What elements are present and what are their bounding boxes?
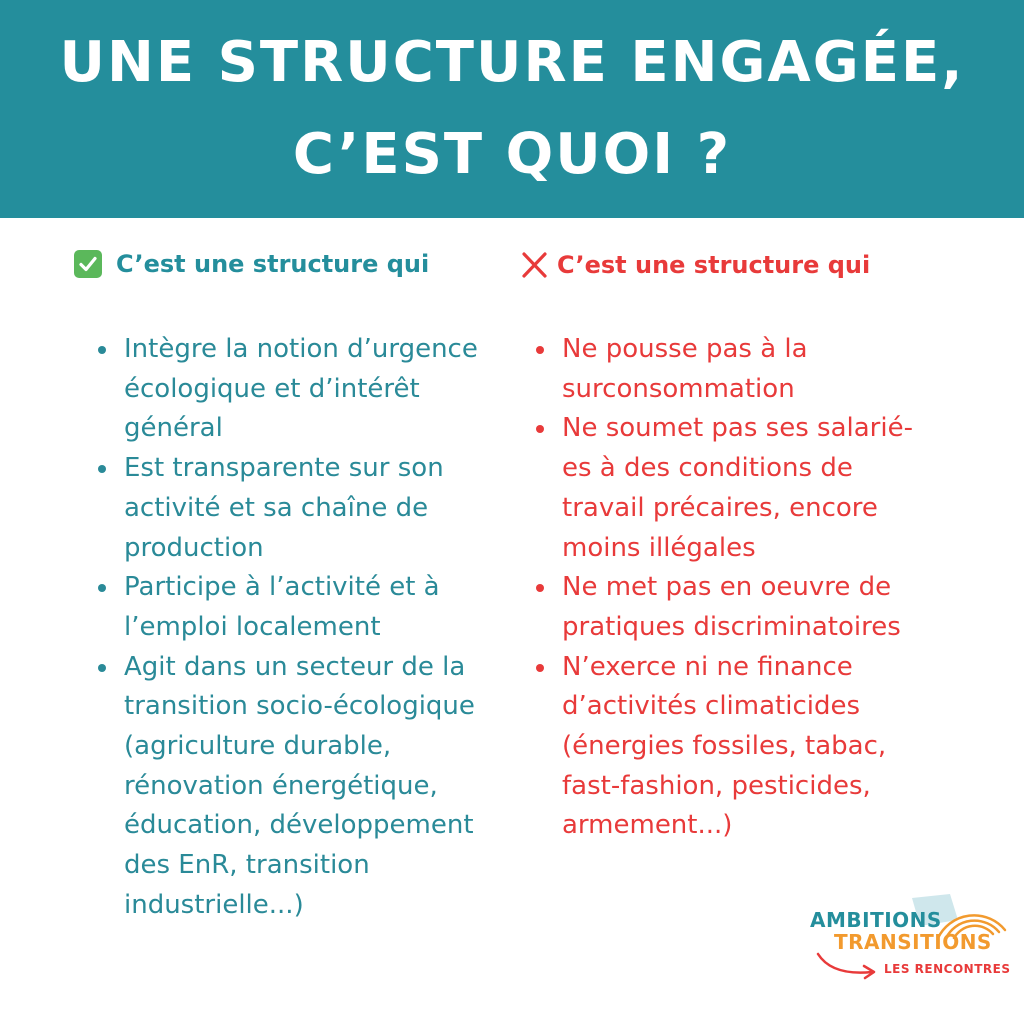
list-item [96, 330, 488, 449]
list-item [534, 409, 934, 568]
list-item [534, 648, 934, 847]
list-item [96, 648, 488, 926]
list-item-text: Ne met pas en oeuvre de pratiques discriminatoires [562, 572, 901, 642]
bullet-icon [536, 425, 544, 433]
cross-mark-icon [519, 250, 549, 280]
bullet-icon [98, 584, 106, 592]
negative-column-heading [519, 250, 870, 280]
bullet-icon [536, 664, 544, 672]
positive-heading-text: C’est une structure qui [116, 250, 430, 278]
list-item-text: Participe à l’activité et à l’emploi localement [124, 572, 440, 642]
positive-criteria-list [96, 330, 488, 926]
logo-text-rencontres: LES RENCONTRES [884, 962, 1011, 976]
logo-text-transitions: TRANSITIONS [834, 930, 992, 954]
list-item [96, 568, 488, 647]
page-title-line-2: C’EST QUOI ? [292, 122, 732, 187]
bullet-icon [98, 664, 106, 672]
bullet-icon [98, 346, 106, 354]
page-title-line-1: UNE STRUCTURE ENGAGÉE, [59, 30, 965, 95]
negative-criteria-list [534, 330, 934, 846]
list-item-text: Ne soumet pas ses salarié-es à des conditions de travail précaires, encore moins illégales [562, 413, 913, 563]
list-item-text: Intègre la notion d’urgence écologique et d’intérêt général [124, 334, 478, 444]
list-item [534, 568, 934, 647]
check-mark-icon [74, 250, 102, 278]
bullet-icon [536, 584, 544, 592]
list-item [534, 330, 934, 409]
title-banner [0, 0, 1024, 218]
bullet-icon [98, 465, 106, 473]
list-item-text: N’exerce ni ne finance d’activités climaticides (énergies fossiles, tabac, fast-fashion, pesticides, armement...) [562, 651, 887, 841]
list-item-text: Ne pousse pas à la surconsommation [562, 334, 808, 404]
negative-heading-text: C’est une structure qui [557, 251, 871, 279]
list-item-text: Est transparente sur son activité et sa chaîne de production [124, 453, 444, 563]
list-item [96, 449, 488, 568]
positive-column-heading [74, 250, 429, 278]
list-item-text: Agit dans un secteur de la transition socio-écologique (agriculture durable, rénovation énergétique, éducation, développement des EnR, transition industrielle...) [124, 651, 475, 920]
bullet-icon [536, 346, 544, 354]
ambitions-transitions-logo [800, 890, 1010, 990]
logo-text-ambitions: AMBITIONS [810, 908, 942, 932]
